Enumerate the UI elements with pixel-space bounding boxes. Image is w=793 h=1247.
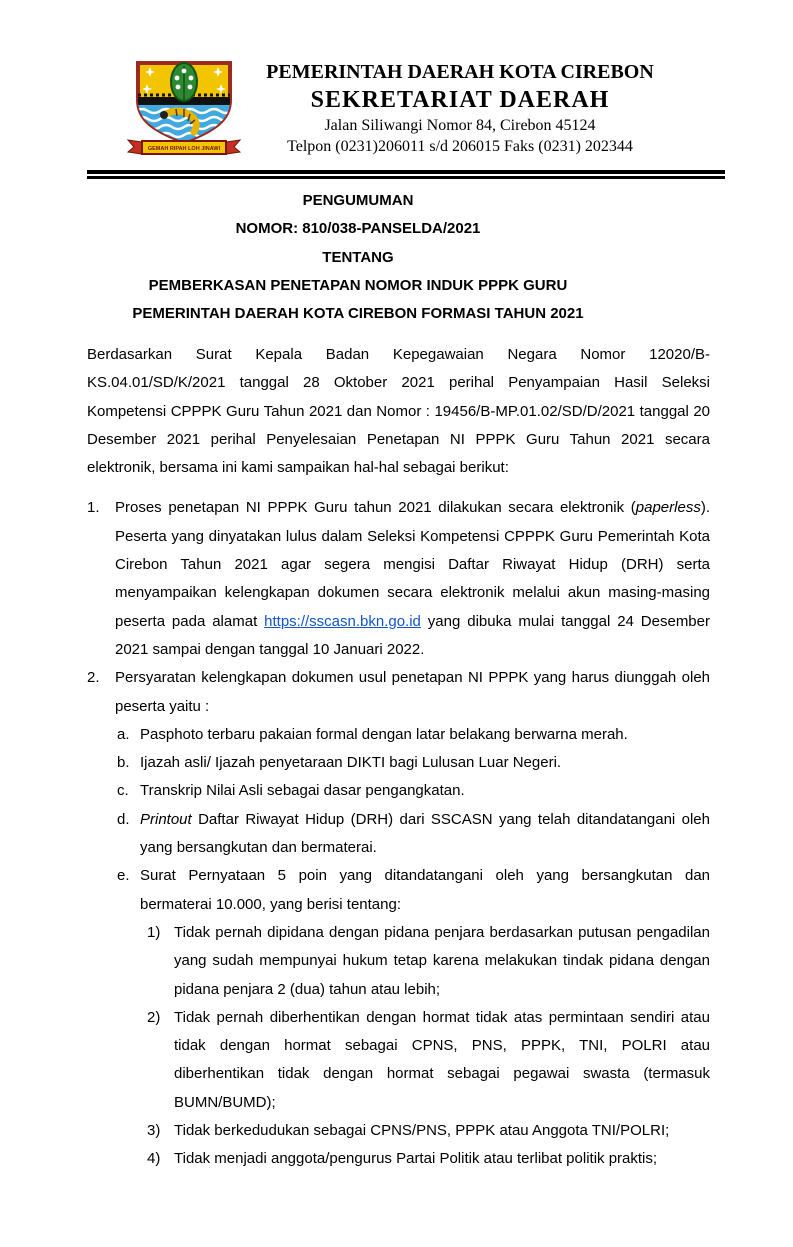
point-number: 1) bbox=[147, 923, 161, 941]
sub-item-a-text: Pasphoto terbaru pakaian formal dengan latar belakang berwarna merah. bbox=[140, 725, 628, 743]
intro-paragraph: Berdasarkan Surat Kepala Badan Kepegawaian Negara Nomor 12020/B-KS.04.01/SD/K/2021 tanggal 28 Oktober 2021 perihal Penyampaian Hasil Seleksi Kompetensi CPPPK Guru Tahun 2021 dan Nomor : 19456/B-MP.01.02/SD/D/2021 tanggal 20 Desember 2021 perihal Penyelesaian Penetapan NI PPPK Guru Tahun 2021 secara elektronik, bersama ini kami sampaikan hal-hal sebagai berikut: bbox=[87, 346, 710, 477]
point-number: 3) bbox=[147, 1122, 161, 1140]
sub-item-b bbox=[117, 749, 710, 777]
leaf-dot bbox=[176, 85, 181, 90]
point-2 bbox=[147, 1004, 710, 1117]
point-4-text: Tidak menjadi anggota/pengurus Partai Politik atau terlibat politik praktis; bbox=[174, 1150, 658, 1168]
point-number: 4) bbox=[147, 1150, 161, 1168]
sub-item-d-text bbox=[140, 806, 710, 863]
leaf-dot bbox=[188, 85, 193, 90]
letterhead-government-name: PEMERINTAH DAERAH KOTA CIREBON bbox=[266, 61, 654, 83]
shrimp-head bbox=[160, 111, 168, 119]
point-3 bbox=[147, 1117, 710, 1145]
list-item-1-text bbox=[115, 494, 710, 664]
announcement-about: TENTANG bbox=[322, 248, 394, 266]
sub-item-e bbox=[117, 862, 710, 919]
item-letter: e. bbox=[117, 867, 130, 885]
list-item-2 bbox=[87, 664, 710, 721]
item-number: 2. bbox=[87, 669, 100, 687]
point-1 bbox=[147, 919, 710, 1004]
announcement-subject-line1: PEMBERKASAN PENETAPAN NOMOR INDUK PPPK GURU bbox=[148, 276, 568, 294]
item1-text-post: yang dibuka mulai tanggal 24 Desember 2021 sampai dengan tanggal 10 Januari 2022. bbox=[115, 612, 710, 658]
letterhead bbox=[195, 59, 725, 157]
item-letter: d. bbox=[117, 810, 130, 828]
list-item-1 bbox=[87, 494, 710, 664]
announcement-subject-line2: PEMERINTAH DAERAH KOTA CIREBON FORMASI TAHUN 2021 bbox=[132, 305, 584, 323]
point-2-text: Tidak pernah diberhentikan dengan hormat tidak atas permintaan sendiri atau tidak dengan hormat sebagai CPNS, PNS, PPPK, TNI, POLRI atau diberhentikan tidak dengan hormat sebagai pegawai swasta (termasuk BUMN/BUMD); bbox=[174, 1008, 710, 1111]
point-3-text: Tidak berkedudukan sebagai CPNS/PNS, PPPK atau Anggota TNI/POLRI; bbox=[174, 1122, 670, 1140]
item-number: 1. bbox=[87, 499, 100, 517]
ribbon-tail-left bbox=[128, 140, 142, 154]
item-letter: a. bbox=[117, 725, 130, 743]
document-body bbox=[87, 341, 710, 1174]
sscasn-link[interactable]: https://sscasn.bkn.go.id bbox=[264, 612, 421, 630]
announcement-number: NOMOR: 810/038-PANSELDA/2021 bbox=[235, 220, 481, 238]
item1-text-mid: ). Peserta yang dinyatakan lulus dalam Seleksi Kompetensi CPPPK Guru Pemerintah Kota Cirebon Tahun 2021 agar segera mengisi Daftar Riwayat Hidup (DRH) serta menyampaikan kelengkapan dokumen secara elektronik melalui akun masing-masing peserta pada alamat bbox=[115, 499, 710, 630]
announcement-heading: PENGUMUMAN bbox=[302, 192, 414, 209]
sub-item-a bbox=[117, 721, 710, 749]
letterhead-department-name: SEKRETARIAT DAERAH bbox=[310, 87, 610, 113]
sub-item-d bbox=[117, 806, 710, 863]
item1-italic-word: paperless bbox=[635, 499, 701, 517]
item1-text-pre: Proses penetapan NI PPPK Guru tahun 2021 dilakukan secara elektronik ( bbox=[115, 499, 636, 517]
announcement-title bbox=[87, 187, 629, 328]
list-item-2-text: Persyaratan kelengkapan dokumen usul penetapan NI PPPK yang harus diunggah oleh peserta yaitu : bbox=[115, 669, 710, 715]
city-motto: GEMAH RIPAH LOH JINAWI bbox=[147, 146, 221, 152]
leaf-dot bbox=[189, 76, 194, 81]
letterhead-address: Jalan Siliwangi Nomor 84, Cirebon 45124 bbox=[324, 117, 596, 134]
sub-item-c bbox=[117, 777, 710, 805]
leaf-dot bbox=[182, 69, 187, 74]
letterhead-phone: Telpon (0231)206011 s/d 206015 Faks (0231) 202344 bbox=[287, 138, 633, 155]
letterhead-divider bbox=[87, 170, 725, 179]
sub-item-d-italic-word: Printout bbox=[140, 810, 192, 828]
leaf-dot bbox=[175, 76, 180, 81]
point-1-text: Tidak pernah dipidana dengan pidana penjara berdasarkan putusan pengadilan yang sudah mempunyai hukum tetap karena melakukan tindak pidana dengan pidana penjara 2 (dua) tahun atau lebih; bbox=[174, 923, 710, 998]
item-letter: c. bbox=[117, 782, 129, 800]
item-letter: b. bbox=[117, 754, 130, 772]
sub-item-d-rest: Daftar Riwayat Hidup (DRH) dari SSCASN yang telah ditandatangani oleh yang bersangkutan dan bermaterai. bbox=[140, 810, 710, 857]
point-4 bbox=[147, 1145, 710, 1173]
sub-item-c-text: Transkrip Nilai Asli sebagai dasar pengangkatan. bbox=[140, 782, 465, 800]
sub-item-e-text: Surat Pernyataan 5 poin yang ditandatangani oleh yang bersangkutan dan bermaterai 10.000, yang berisi tentang: bbox=[140, 867, 710, 913]
sub-item-b-text: Ijazah asli/ Ijazah penyetaraan DIKTI bagi Lulusan Luar Negeri. bbox=[140, 754, 562, 772]
point-number: 2) bbox=[147, 1008, 161, 1026]
